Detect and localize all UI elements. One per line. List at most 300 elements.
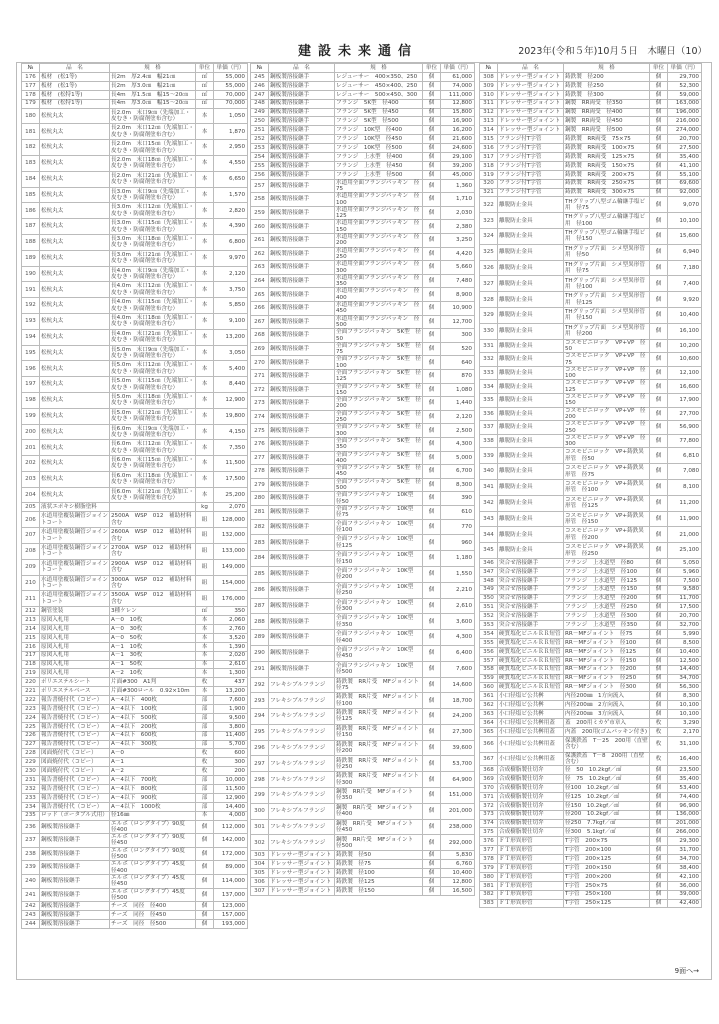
table-row	[251, 677, 475, 693]
header-name: 品 名	[498, 64, 564, 73]
item-price: 27,700	[668, 407, 702, 421]
item-no: 334	[480, 380, 498, 394]
item-unit: 個	[423, 370, 441, 384]
table-row	[480, 630, 702, 639]
table-row	[480, 495, 702, 511]
item-spec: 2500A WSP 012 補助材料含む	[110, 512, 196, 528]
item-price: 172,000	[214, 847, 248, 861]
item-price: 1,710	[441, 193, 475, 207]
item-name: 硬質塩化ビニルＲＲ短管	[498, 656, 564, 665]
item-price: 56,900	[668, 421, 702, 435]
table-row	[480, 394, 702, 408]
item-spec: コスモビニロック VP+鋳鉄異形管 径100	[564, 479, 650, 495]
item-price: 8,300	[668, 692, 702, 701]
item-name: ドレッサー型ジョイント	[269, 851, 335, 860]
item-unit: 個	[650, 179, 668, 188]
item-no: 377	[480, 846, 498, 855]
item-unit: 個	[650, 585, 668, 594]
item-no: 188	[22, 234, 40, 250]
item-spec: 全面フランジパッキン 10K型 径450	[335, 645, 423, 661]
item-price: 92,000	[668, 188, 702, 197]
table-row	[22, 651, 248, 660]
item-name: 離脱防止金具	[498, 464, 564, 480]
table-row	[480, 170, 702, 179]
item-name: 硬質塩化ビニルＲＲ短管	[498, 674, 564, 683]
item-unit: 個	[650, 229, 668, 245]
table-row	[480, 710, 702, 719]
table-row	[22, 171, 248, 187]
item-name: 松杭丸太	[40, 219, 110, 235]
table-row	[480, 276, 702, 292]
item-spec: RR－MFジョイント 径150	[564, 656, 650, 665]
item-name: ロッド（ポータブル式用）	[41, 812, 108, 819]
item-name: 鋼板製溶接継手	[269, 342, 335, 356]
item-spec: コスモビニロック VP+鋳鉄異形管 径200	[564, 527, 650, 543]
item-unit: 部	[196, 740, 214, 749]
table-row	[251, 247, 475, 261]
item-no: 231	[22, 776, 40, 785]
table-row	[22, 575, 248, 591]
item-no: 372	[480, 801, 498, 810]
item-name: 鋼板製溶接継手	[269, 234, 335, 248]
item-name: 硬質塩化ビニルＲＲ短管	[498, 630, 564, 639]
item-price: 52,300	[668, 81, 702, 90]
item-no: 224	[22, 713, 40, 722]
item-spec: 全面フランジパッキン 5K型 径500	[336, 478, 421, 492]
item-no: 193	[22, 313, 40, 329]
item-spec: 全面フランジパッキン 5K型 径125	[336, 370, 421, 383]
item-no: 206	[22, 512, 40, 528]
item-no: 256	[251, 170, 269, 179]
table-row	[480, 353, 702, 367]
item-unit: 個	[650, 810, 668, 819]
table-row	[251, 410, 475, 424]
item-unit: 個	[650, 621, 668, 630]
item-unit: 枚	[196, 767, 214, 776]
item-no: 360	[480, 683, 498, 692]
item-name: ＦＴ形異形管	[498, 855, 564, 864]
item-name: 鋼板製溶接継手	[269, 465, 335, 479]
table-row	[22, 108, 248, 124]
item-spec: フランジ 上水道型 径150	[564, 585, 650, 594]
item-name: 水道用塗覆装鋼管ジョイントコート	[41, 576, 109, 589]
table-row	[480, 719, 702, 728]
item-unit: 個	[650, 511, 668, 527]
item-price: 1,570	[214, 187, 248, 203]
item-spec: 鋼製 RR片受 MFジョイント 径500	[335, 835, 423, 851]
item-no: 190	[22, 266, 40, 282]
item-price: 77,800	[668, 434, 702, 448]
item-price: 12,900	[214, 793, 248, 802]
table-row	[22, 471, 248, 487]
item-price: 10,000	[214, 776, 248, 785]
table-row	[480, 692, 702, 701]
item-name: 板材 (松1等)	[40, 73, 110, 82]
item-name: 報告書焼付代（コピー）	[40, 696, 110, 705]
item-name: 図面焼付代（コピー）	[40, 749, 110, 758]
item-spec: フランジ 5K型 径500	[335, 117, 423, 126]
item-no: 185	[22, 187, 40, 203]
item-unit: 個	[423, 90, 441, 99]
table-row	[480, 603, 702, 612]
item-spec: 長2m 厚2.4㎝ 幅21㎝	[110, 73, 196, 82]
table-row	[251, 234, 475, 248]
item-unit: 本	[196, 660, 214, 669]
header-price: 単価（円）	[441, 64, 475, 73]
item-no: 228	[22, 749, 40, 758]
item-price: 16,400	[668, 752, 702, 766]
table-row	[480, 229, 702, 245]
item-spec: A－4以下 400枚	[110, 696, 196, 705]
item-price: 10,100	[668, 213, 702, 229]
table-row	[22, 910, 248, 919]
newspaper-title: 建設未来通信	[298, 44, 419, 59]
item-unit: 個	[423, 788, 441, 804]
item-name: ＦＴ形異形管	[498, 899, 564, 908]
item-no: 295	[251, 724, 269, 740]
item-spec: フランジ 上水道型 径300	[564, 612, 650, 621]
item-name: 離脱防止金具	[498, 421, 564, 435]
item-unit: 枚	[196, 758, 214, 767]
item-spec: 保護鉄蓋 T－8 200用（直壁含む）	[564, 752, 650, 766]
table-row	[22, 298, 248, 314]
item-no: 248	[251, 99, 269, 108]
table-row	[22, 124, 248, 140]
item-unit: 枚	[196, 749, 214, 758]
table-row	[480, 339, 702, 353]
item-unit: 個	[650, 73, 668, 82]
item-name: 板材 (松1等)	[40, 81, 110, 90]
item-unit: 個	[650, 197, 668, 213]
item-spec: レジューサー 450×400、250	[335, 81, 423, 90]
item-price: 137,000	[214, 888, 248, 902]
item-no: 299	[251, 788, 269, 804]
item-price: 64,900	[441, 772, 475, 788]
item-name: 離脱防止金具	[498, 308, 564, 324]
table-row	[480, 421, 702, 435]
item-price: 200	[214, 767, 248, 776]
item-name: 松杭丸太	[40, 313, 110, 329]
item-spec: THグリップ片面 シメ型異形管用 径75	[564, 260, 650, 276]
item-spec: 全面フランジパッキン 10K型 径50	[335, 492, 423, 506]
item-no: 348	[480, 576, 498, 585]
item-name: 報告書焼付代（コピー）	[40, 776, 110, 785]
item-name: 松杭丸太	[40, 392, 110, 408]
item-unit: 個	[423, 478, 441, 492]
item-name: 鋼板製溶接継手	[269, 315, 335, 329]
table-row	[480, 863, 702, 872]
item-no: 189	[22, 250, 40, 266]
item-spec: 長2m 厚3.0㎝ 幅21㎝	[110, 81, 196, 90]
table-header-row	[22, 64, 248, 73]
item-spec: 鋼製 RR両受 径450	[564, 117, 650, 126]
item-unit: 個	[423, 835, 441, 851]
table-row	[22, 234, 248, 250]
item-spec: 鋳鉄製 径300	[564, 90, 650, 99]
item-spec: T字管 250×100	[564, 890, 650, 899]
item-spec: 鋳鉄製 径100	[335, 869, 423, 878]
item-spec: 片面#300 A1判	[110, 678, 196, 687]
table-row	[251, 788, 475, 804]
item-name: 原図入札用	[40, 642, 110, 651]
item-name: 鋼板製溶接継手	[269, 410, 335, 424]
table-row	[480, 792, 702, 801]
table-header-row	[480, 64, 702, 73]
item-name: 離脱防止金具	[498, 495, 564, 511]
table-row	[480, 594, 702, 603]
item-no: 376	[480, 837, 498, 846]
item-no: 324	[480, 229, 498, 245]
item-name: フランジ付T字管	[498, 161, 564, 170]
item-price: 2,070	[214, 503, 248, 512]
item-unit: 個	[650, 603, 668, 612]
item-no: 288	[251, 614, 269, 630]
item-spec: 鋳鉄製 RR片受 MFジョイント 径100	[336, 694, 425, 707]
item-price: 13,200	[214, 329, 248, 345]
table-row	[251, 383, 475, 397]
table-row	[480, 612, 702, 621]
item-spec: A－0	[110, 749, 196, 758]
item-spec: THグリップ八型ゴム輪継手塩ビ用 径75	[564, 197, 650, 213]
item-price: 35,400	[668, 153, 702, 162]
item-unit: 本	[196, 155, 214, 171]
item-no: 267	[251, 315, 269, 329]
item-name: 松杭丸太	[40, 377, 110, 393]
item-name: 松杭丸太	[40, 108, 110, 124]
item-price: 114,000	[214, 874, 248, 888]
item-no: 381	[480, 881, 498, 890]
item-price: 29,700	[668, 73, 702, 82]
item-price: 34,700	[668, 855, 702, 864]
item-no: 356	[480, 647, 498, 656]
item-name: 突合せ溶接継手	[498, 585, 564, 594]
item-name: 鋼管塗装	[40, 607, 110, 616]
item-no: 184	[22, 171, 40, 187]
table-row	[22, 313, 248, 329]
item-no: 325	[480, 244, 498, 260]
table-row	[251, 370, 475, 384]
price-table	[250, 63, 475, 896]
item-unit: 部	[196, 802, 214, 811]
item-spec: 全面フランジパッキン 5K型 径350	[336, 437, 421, 451]
item-no: 219	[22, 669, 40, 678]
item-name: フレキシブルフランジ	[269, 835, 335, 851]
item-price: 1,390	[214, 642, 248, 651]
item-spec: エルボ（ロングタイプ）45度 径400	[110, 861, 196, 875]
table-row	[480, 656, 702, 665]
item-unit: 個	[650, 448, 668, 464]
item-spec: 片面#300ロール 0.92×10m	[110, 687, 196, 696]
item-no: 205	[22, 503, 40, 512]
item-spec: チーズ 同径 径500	[110, 919, 196, 928]
table-row	[251, 835, 475, 851]
table-row	[480, 407, 702, 421]
item-unit: 個	[423, 724, 441, 740]
item-no: 286	[251, 582, 269, 598]
item-no: 366	[480, 736, 498, 752]
item-price: 6,810	[668, 448, 702, 464]
item-name: フランジ付T字管	[498, 144, 564, 153]
item-unit: 個	[423, 803, 441, 819]
item-spec: エルボ（ロングタイプ）45度 径450	[110, 874, 196, 888]
item-name: 離脱防止金具	[498, 229, 564, 245]
price-table-column-1	[21, 63, 247, 929]
item-unit: 個	[650, 674, 668, 683]
item-price: 17,500	[668, 603, 702, 612]
item-price: 193,000	[214, 919, 248, 928]
item-unit: 個	[423, 535, 441, 551]
item-unit: 個	[423, 274, 441, 288]
item-name: 離脱防止金具	[498, 380, 564, 394]
item-name: 松杭丸太	[40, 250, 110, 266]
table-row	[251, 356, 475, 370]
item-no: 355	[480, 638, 498, 647]
item-no: 187	[22, 219, 40, 235]
item-spec: 3000A WSP 012 補助材料含む	[110, 575, 196, 591]
table-row	[480, 260, 702, 276]
table-row	[480, 73, 702, 82]
item-price: 21,600	[441, 135, 475, 144]
item-no: 336	[480, 407, 498, 421]
newspaper-header	[0, 40, 719, 58]
item-price: 640	[441, 356, 475, 370]
item-price: 6,940	[668, 244, 702, 260]
item-price: 1,360	[441, 179, 475, 193]
item-name: 鋼板製溶接継手	[269, 492, 335, 506]
item-spec: 長5.0m 末口21㎝（先端加工・皮むき・防腐剤塗布含む）	[111, 409, 194, 423]
item-price: 42,400	[668, 899, 702, 908]
item-no: 317	[480, 153, 498, 162]
item-spec: A－4以下 800枚	[110, 784, 196, 793]
item-price: 9,970	[214, 250, 248, 266]
item-name: 報告書焼付代（コピー）	[40, 740, 110, 749]
item-no: 179	[22, 99, 40, 108]
item-unit: 個	[650, 323, 668, 339]
item-unit: 個	[423, 566, 441, 582]
item-price: 21,000	[668, 527, 702, 543]
item-no: 373	[480, 810, 498, 819]
item-price: 10,400	[668, 647, 702, 656]
item-name: 離脱防止金具	[498, 407, 564, 421]
item-name: ドレッサー型ジョイント	[498, 81, 564, 90]
item-name: 鋼板製溶接継手	[269, 153, 335, 162]
table-row	[480, 846, 702, 855]
item-price: 5,000	[441, 451, 475, 465]
table-row	[22, 633, 248, 642]
table-row	[22, 776, 248, 785]
item-name: ドレッサー型ジョイント	[498, 108, 564, 117]
table-row	[251, 869, 475, 878]
table-row	[251, 645, 475, 661]
item-no: 191	[22, 282, 40, 298]
item-spec: 全面フランジパッキン 5K型 径50	[336, 329, 421, 342]
item-unit: 個	[650, 576, 668, 585]
item-no: 262	[251, 247, 269, 261]
item-unit: 部	[196, 793, 214, 802]
item-spec: 鋳鉄製 RR両受 250×75	[564, 179, 650, 188]
item-spec: コスモビニロック VP+VP 径200	[564, 407, 650, 421]
item-unit: ㎥	[196, 81, 214, 90]
table-row	[251, 519, 475, 535]
item-name: 鋼板製溶接継手	[269, 144, 335, 153]
item-unit: ㎥	[196, 90, 214, 99]
item-unit: 本	[196, 282, 214, 298]
table-row	[480, 585, 702, 594]
item-spec: RR－MFジョイント 径200	[564, 665, 650, 674]
item-spec: フランジ 上水道型 径125	[564, 576, 650, 585]
item-name: 原図入札用	[40, 616, 110, 625]
item-price: 142,000	[214, 834, 248, 848]
item-unit: 個	[423, 582, 441, 598]
item-price: 38,400	[668, 863, 702, 872]
item-name: 合成樹脂製仕切弁	[498, 828, 564, 837]
item-name: 鋼板製溶接継手	[40, 902, 110, 911]
item-spec: 3種ケレン	[110, 607, 196, 616]
item-name: 離脱防止金具	[498, 527, 564, 543]
item-name: 鋼板製溶接継手	[269, 73, 335, 82]
table-row	[480, 292, 702, 308]
table-row	[251, 302, 475, 316]
item-price: 4,420	[441, 247, 475, 261]
item-no: 326	[480, 260, 498, 276]
table-row	[251, 630, 475, 646]
item-no: 291	[251, 661, 269, 677]
table-row	[251, 329, 475, 343]
item-name: フランジ付T字管	[498, 188, 564, 197]
item-no: 186	[22, 203, 40, 219]
price-table	[21, 63, 248, 929]
table-row	[251, 437, 475, 451]
item-price: 3,250	[441, 234, 475, 248]
item-no: 177	[22, 81, 40, 90]
item-unit: 個	[650, 638, 668, 647]
item-name: 鋼板製溶接継手	[269, 424, 335, 438]
table-row	[251, 535, 475, 551]
item-price: 8,900	[441, 288, 475, 302]
item-unit: 個	[650, 339, 668, 353]
item-spec: T字管 200×100	[564, 846, 650, 855]
table-row	[480, 81, 702, 90]
item-spec: 水道用全面フランジパッキン 径200	[335, 234, 423, 248]
item-unit: 個	[423, 234, 441, 248]
item-unit: 個	[196, 874, 214, 888]
item-spec: 水道用全面フランジパッキン 径100	[335, 193, 423, 207]
item-no: 323	[480, 213, 498, 229]
item-price: 15,800	[441, 108, 475, 117]
item-name: 鋼板製溶接継手	[269, 451, 335, 465]
item-name: 突合せ溶接継手	[498, 612, 564, 621]
item-no: 359	[480, 674, 498, 683]
item-name: 報告書焼付代（コピー）	[40, 784, 110, 793]
item-no: 332	[480, 353, 498, 367]
item-name: 松杭丸太	[40, 155, 110, 171]
table-row	[22, 392, 248, 408]
item-no: 350	[480, 594, 498, 603]
item-no: 273	[251, 397, 269, 411]
item-no: 259	[251, 206, 269, 220]
item-price: 9,580	[668, 585, 702, 594]
item-no: 331	[480, 339, 498, 353]
item-no: 215	[22, 633, 40, 642]
item-unit: 本	[196, 687, 214, 696]
item-unit: 個	[650, 792, 668, 801]
table-row	[480, 647, 702, 656]
item-price: 2,820	[214, 203, 248, 219]
item-spec: コスモビニロック VP+鋳鉄異形管 径250	[564, 543, 650, 559]
table-row	[22, 219, 248, 235]
item-unit: 個	[423, 437, 441, 451]
table-row	[480, 213, 702, 229]
